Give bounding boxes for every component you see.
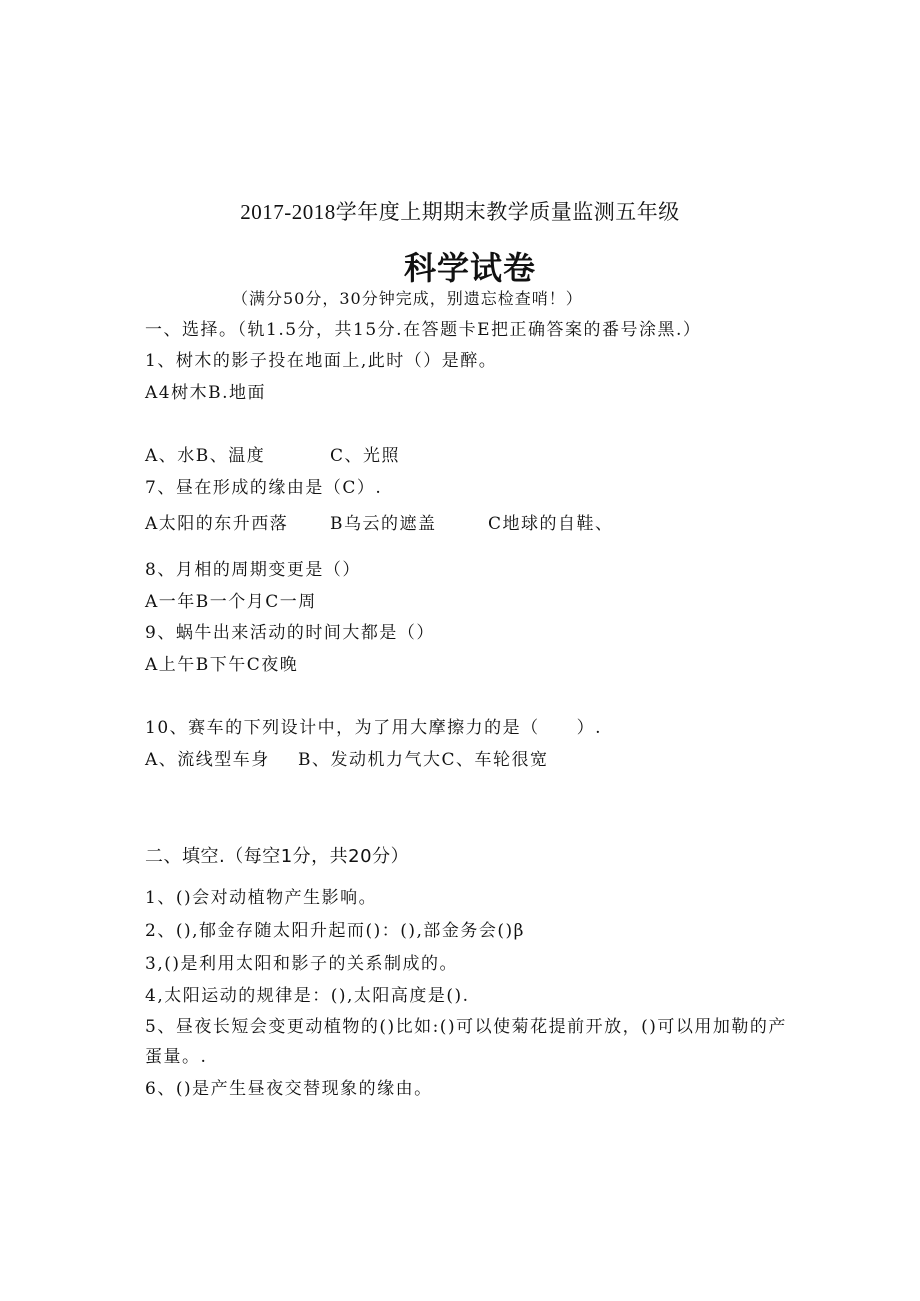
exam-title: 科学试卷	[403, 249, 536, 287]
fill-question-2: 2、(),郁金存随太阳升起而()：(),部金务会()β	[145, 921, 526, 941]
question-7-option-c: C地球的自鞋、	[488, 514, 614, 534]
question-extra-option-c: C、光照	[330, 446, 401, 466]
question-10: 10、赛车的下列设计中，为了用大摩擦力的是（ ）.	[145, 718, 603, 738]
question-10-option-a: A、流线型车身	[145, 750, 270, 770]
exam-header-line: 2017-2018学年度上期期末教学质量监测五年级	[240, 200, 680, 224]
exam-subtitle: （满分50分，30分钟完成，别遗忘检查哨！）	[232, 289, 583, 308]
fill-question-4: 4,太阳运动的规律是：(),太阳高度是().	[145, 986, 470, 1006]
question-10-option-bc: B、发动机力气大C、车轮很宽	[298, 750, 549, 770]
question-8-options: A一年B一个月C一周	[145, 592, 317, 612]
section2-heading: 二、填空.（每空1分，共20分）	[145, 846, 410, 867]
fill-question-3: 3,()是利用太阳和影子的关系制成的。	[145, 954, 458, 974]
question-8: 8、月相的周期变更是（）	[145, 560, 361, 580]
question-7: 7、昼在形成的缘由是（C）.	[145, 478, 383, 498]
question-extra-option-a: A、水B、温度	[145, 446, 266, 466]
fill-question-5-line2: 蛋量。.	[145, 1047, 208, 1067]
question-9-options: A上午B下午C夜晚	[145, 655, 299, 675]
question-7-option-b: B乌云的遮盖	[330, 514, 437, 534]
question-7-option-a: A太阳的东升西落	[145, 514, 289, 534]
question-1: 1、树木的影子投在地面上,此时（）是醉。	[145, 351, 498, 371]
fill-question-5-line1: 5、昼夜长短会变更动植物的()比如:()可以使菊花提前开放，()可以用加勒的产	[145, 1017, 787, 1037]
question-9: 9、蜗牛出来活动的时间大都是（）	[145, 623, 435, 643]
section1-heading: 一、选择。（轨1.5分，共15分.在答题卡E把正确答案的番号涂黑.）	[145, 320, 702, 340]
fill-question-6: 6、()是产生昼夜交替现象的缘由。	[145, 1079, 433, 1099]
question-1-options: A4树木B.地面	[145, 383, 266, 403]
fill-question-1: 1、()会对动植物产生影响。	[145, 888, 378, 908]
